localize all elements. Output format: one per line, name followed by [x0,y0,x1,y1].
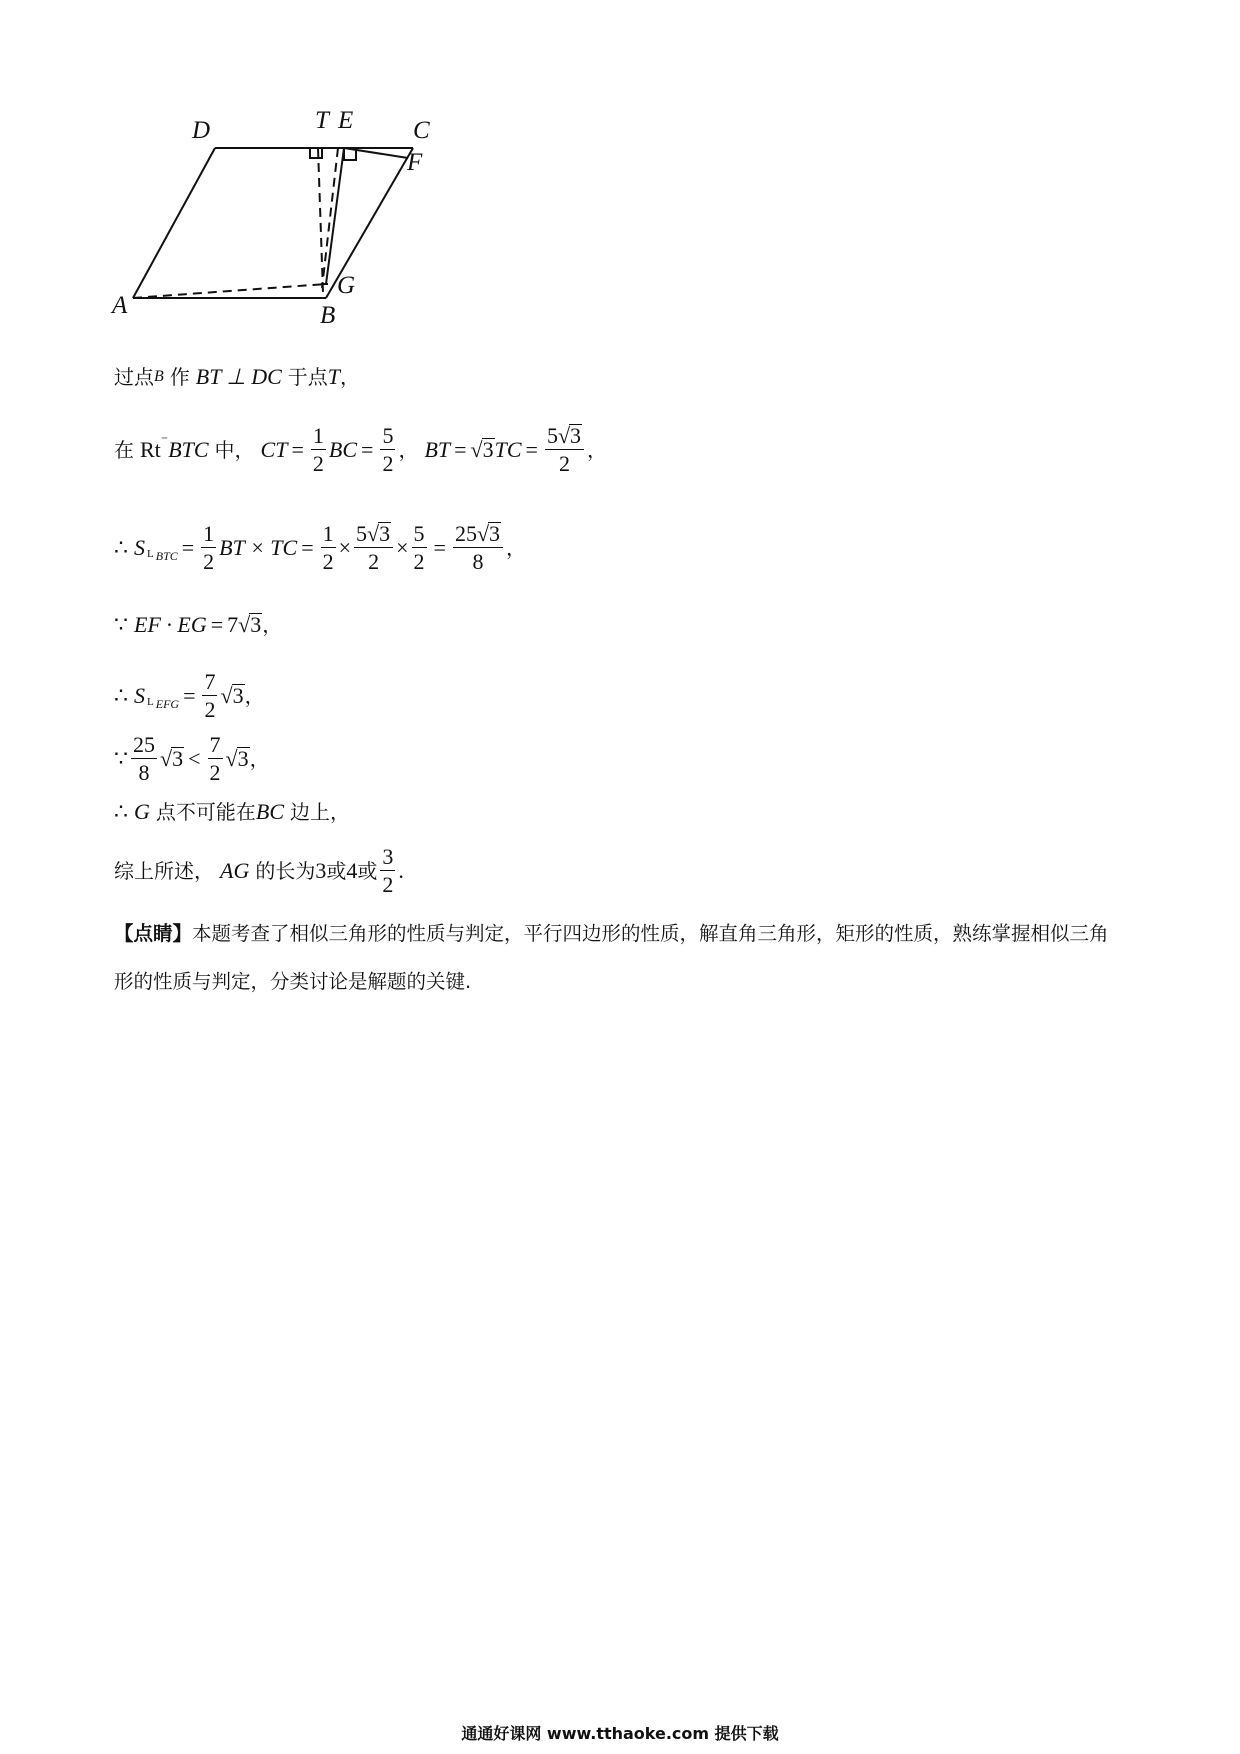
edge-da [133,148,215,298]
because-symbol: ∵ [114,611,128,637]
sqrt: √ 3 [225,746,249,772]
math: S [134,534,145,560]
triangle-symbol: ⁻ [160,433,169,449]
math: BT [424,436,451,462]
fraction: $\frac{5}{2}$ [382,423,394,477]
subscript: BTC [155,548,178,563]
fraction: $\frac{1}{2}$ [203,521,215,575]
therefore-symbol: ∴ [114,682,128,708]
subscript: EFG [155,696,180,711]
math: = [301,534,314,560]
fraction: $\frac{7}{2}$ [209,732,221,786]
math: = [181,534,195,560]
segment-ag-dashed [133,284,326,298]
math: Rt [140,436,161,462]
geometry-figure [110,108,510,348]
triangle-symbol: L [147,548,154,561]
label-g: G [337,272,356,299]
text: ， [506,535,527,560]
key-point-note [114,910,1124,1006]
because-symbol: ∵ [114,745,128,771]
therefore-symbol: ∴ [114,799,128,824]
fraction: 5 √ 3 2 [545,424,584,475]
text: ， [340,365,361,389]
step-1 [114,366,360,388]
sqrt: √ 3 [160,746,184,772]
step-2 [114,424,607,475]
label-e: E [338,108,354,134]
label-f: F [407,149,423,176]
text: 中， [214,437,255,462]
text: 在 [114,437,134,462]
math: BT × TC [219,534,298,560]
label-c: C [413,117,430,144]
text: 于点 [287,365,328,389]
math: . [398,857,404,883]
math: T [327,364,341,389]
text: 综上所述， [114,858,214,883]
math: BC [328,436,358,462]
sqrt: √ 3 [220,683,244,709]
triangle-symbol: L [147,696,154,709]
math: B [154,368,164,385]
text: 过点 [114,365,154,389]
math: × [338,534,352,560]
math: BC [255,799,285,824]
math: CT [260,436,288,462]
math: < [188,745,201,771]
step-6 [114,733,270,784]
math: = [433,534,446,560]
math: BT ⊥ DC [195,364,282,389]
right-angle-mark-t [310,148,322,158]
label-d: D [192,117,211,144]
math: = [183,682,196,708]
fraction: $\frac{1}{2}$ [312,423,324,477]
math: G [134,799,150,824]
text: ， [262,612,283,637]
math: 3 [315,857,327,883]
text: 的长为 [255,858,316,883]
text: 或 [357,858,378,883]
step-3 [114,522,526,573]
text: ， [249,746,270,771]
step-4 [114,613,282,636]
sqrt: √ 3 [470,437,494,463]
math: BTC [168,436,209,462]
text: ， [398,437,419,462]
label-b: B [320,302,336,329]
math: EF · EG [134,611,207,637]
math: AG [220,857,250,883]
key-point-tag: 【点睛】 [114,922,193,945]
fraction: $\frac{5}{2}$ [413,521,425,575]
sqrt: √ 3 [238,612,262,637]
fraction: $\frac{3}{2}$ [382,844,394,898]
text: 点不可能在 [155,800,256,824]
math: 7 [227,611,239,637]
text: ， [587,437,608,462]
step-5 [114,670,265,721]
math: TC [494,436,522,462]
therefore-symbol: ∴ [114,534,128,560]
step-8 [114,845,404,896]
fraction: $\frac{1}{2}$ [322,521,334,575]
math: S [134,682,145,708]
math: × [396,534,409,560]
text: ， [244,683,265,708]
math: 4 [346,857,358,883]
math: = [454,436,467,462]
segment-ef [344,148,408,158]
math: = [291,436,304,462]
segment-bt-dashed [318,148,323,293]
fraction: 25 √ 3 8 [453,522,503,573]
key-point-text: 本题考查了相似三角形的性质与判定，平行四边形的性质，解直角三角形，矩形的性质，熟练掌握相似三角形的性质与判定，分类讨论是解题的关键. [114,922,1109,993]
text: 作 [169,365,190,389]
label-t: T [315,108,329,134]
math: = [210,611,224,637]
step-7 [114,801,350,823]
text: 或 [326,858,347,883]
math: = [525,436,538,462]
label-a: A [112,292,128,319]
page-footer: 通通好课网 www.tthaoke.com 提供下载 [461,1724,779,1743]
fraction: $\frac{7}{2}$ [204,669,216,723]
fraction: 5 √ 3 2 [354,522,393,573]
math: = [361,436,374,462]
text: 边上， [290,800,351,824]
fraction: $\frac{25}{8}$ [133,732,155,786]
